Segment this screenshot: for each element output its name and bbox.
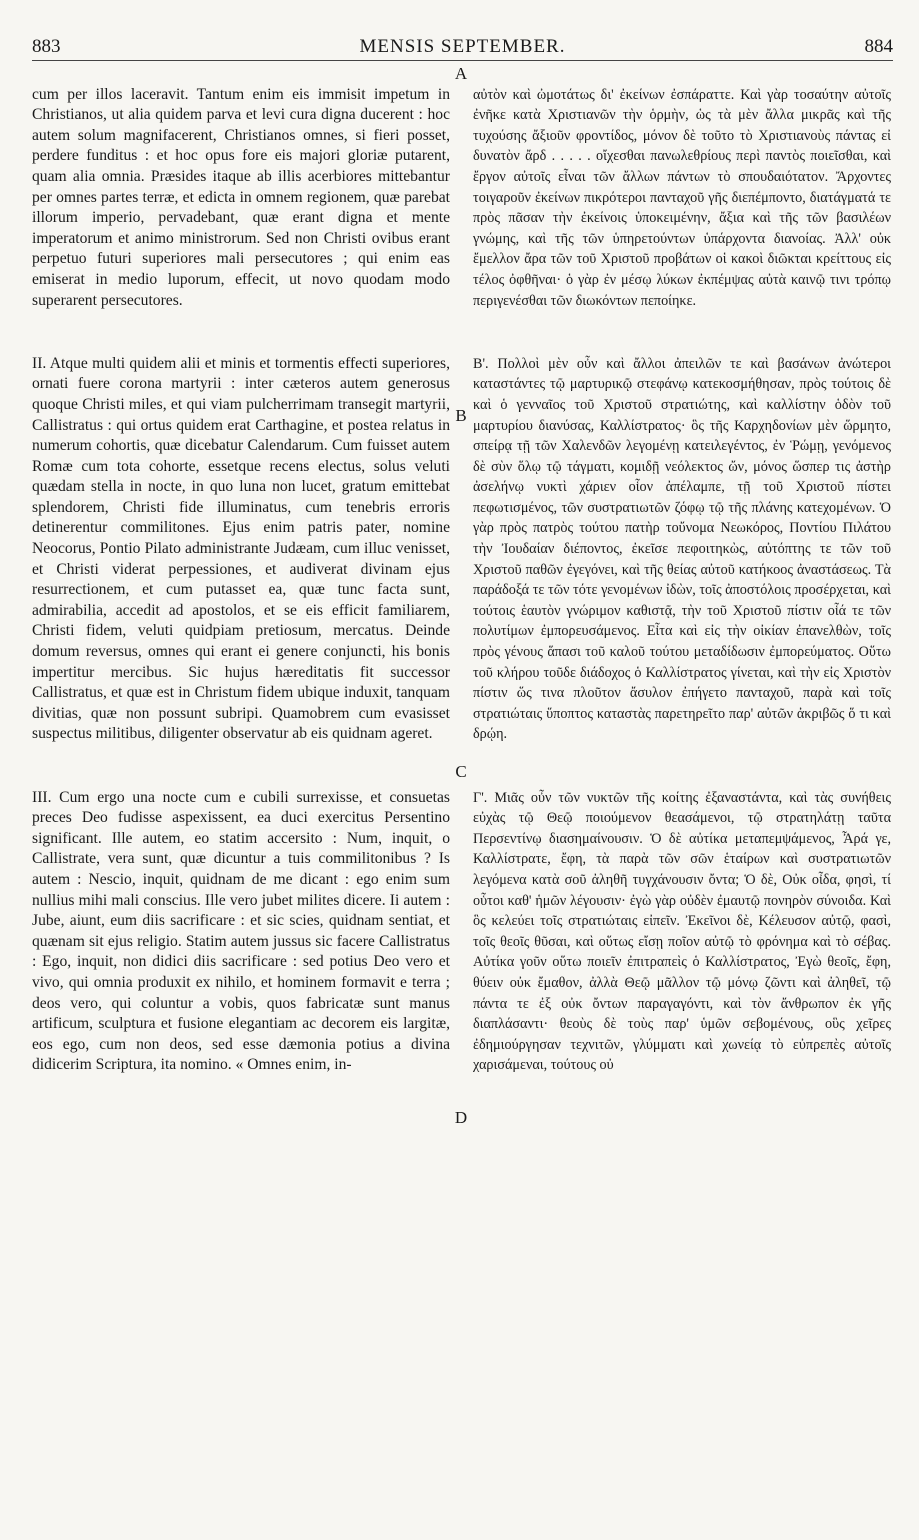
greek-column [473,64,891,1097]
latin-paragraph-1: cum per illos laceravit. Tantum enim eis immisit impetum in Christianos, ut alia quidem parva et levi cura digna ducerent : hoc autem solum magnifacerent, Christianos omnes, si fieri posset, perdere funditus : et hoc opus fore eis majori gloriæ putarent, quam alia omnia. Præsides itaque ab illis acerbiores mittebantur per omnes partes terræ, et edicta in omnem regionem, quæ parebat illorum imperio, pervadebant, quæ erant digna et mente imperatorum et animo ministrorum. Sed non Christi ovibus erant perpetuo futuri superiores mali persecutores ; qui enim eas emiserat in medio luporum, effecit, ut novo quodam modo superarent persecutores. [32,85,450,309]
page-header [32,34,893,60]
latin-paragraph-2: II. Atque multi quidem alii et minis et tormentis effecti superiores, ornati fuere corona martyrii : inter cæteros autem generosus quoque Christi miles, et qui viam pulcherrimam transegit martyrii, Callistratus : qui ortus quidem erat Carthagine, et postea relatus in numerum cohortis, quæ dicebatur Calendarum. Cum fuisset autem Romæ cum tota cohorte, essetque recens electus, solus veluti quædam stella in nocte, in quo luna non lucet, gratum emittebat splendorem, Christi fide illuminatus, cum tenebris erroris detinerentur commilitones. Ejus enim patris pater, nomine Neocorus, Pontio Pilato administrante Judæam, cum illuc venisset, et Christi viderat perpessiones, et audiverat divinam ejus resurrectionem, et cum putasset ea, quæ tunc facta sunt, admirabilia, accedit ad apostolos, et se eis efficit familiarem, Christi fidem, veluti quidpiam pretiosum, mercatus. Deinde domum reversus, omnes qui erant ei genere conjuncti, his bonis impertitur mercibus. Sic hujus hæreditatis fit successor Callistratus, et quæ est in Christum fidem ubique induxit, tanquam divitias, quæ non possunt subripi. Quamobrem cum evasisset suspectus militibus, diligenter observatur ab eis quidnam ageret. [32,354,450,743]
section-marker-c: C [455,762,467,781]
greek-paragraph-1: αὐτὸν καὶ ὠμοτάτως δι' ἐκείνων ἐσπάραττε. Καὶ γὰρ τοσαύτην αὐτοῖς ἐνῆκε κατὰ Χριστιανῶν τὴν ὁρμὴν, ὡς τὰ μὲν ἄλλα μικρᾶς καὶ τῆς τυχούσης ἄξιοῦν φροντίδος, μόνον δὲ τοῦτο τὸ Χριστιανοὺς πάντας εἰ δυνατὸν ἄρδ . . . . . οἴχεσθαι πανωλεθρίους περὶ παντὸς ποιεῖσθαι, καὶ ἔργον αὐτοῖς εἶναι τῶν ἄλλων πάντων τὸ σπουδαιότατον. Ἄρχοντες τοιγαροῦν ἐκείνων πικρότεροι πανταχοῦ γῆς διεπέμποντο, διατάγματά τε πρὸς πᾶσαν τὴν ἐκείνοις ὑποκειμένην, ἄξια καὶ τῆς τῶν βασιλέων γνώμης, καὶ τῆς τῶν ὑπηρετούντων ὑπάρχοντα διανοίας. Ἀλλ' οὐκ ἔμελλον ἄρα τῶν τοῦ Χριστοῦ προβάτων οἱ κακοὶ διῶκται κρείττους εἰς τέλος ὀφθῆναι· ὁ γὰρ ἐν μέσῳ λύκων ἐκπέμψας αὐτὰ καινῷ τινι τρόπῳ περιγενέσθαι τῶν διωκόντων πεποίηκε. [473,86,891,309]
latin-column [32,64,450,1097]
section-marker-b: B [455,406,467,425]
section-marker-d: D [454,1108,468,1127]
right-page-number: 884 [864,36,893,57]
section-marker-a: A [454,64,468,83]
latin-paragraph-3: III. Cum ergo una nocte cum e cubili surrexisse, et consuetas preces Deo fudisse aspexissent, ea duci exercitus Persentino significant. Ille autem, eo statim accersito : Num, inquit, o Callistrate, vera sunt, quæ dicuntur a tuis commilitonibus ? Is autem : Nescio, inquit, quidnam de me dicant : ego enim sum nullius mihi mali conscius. Ille vero jubet milites dicere. Ii autem : Jube, aiunt, eum diis sacrificare : et sic scies, quidnam sentiat, et quænam sit ejus religio. Statim autem jussus sic facere Callistratus : Ego, inquit, non didici diis sacrificare : sed potius Deo vero et vivo, qui omnia produxit ex nihilo, et hominem formavit e terra ; deos vero, qui coluntur a vobis, quos fabricatæ sunt manus artificum, sculptura et fusione elegantiam ac decorem eis largitæ, eos ego, cum non deos, sed esse dæmonia potius a divina didicerim Scriptura, ita nomino. « Omnes enim, in- [32,788,450,1074]
left-page-number: 883 [32,36,61,57]
greek-paragraph-2: Β'. Πολλοὶ μὲν οὖν καὶ ἄλλοι ἀπειλῶν τε καὶ βασάνων ἀνώτεροι καταστάντες τῷ μαρτυρικῷ στεφάνῳ κατεκοσμήθησαν, πρὸς τούτοις δὲ καὶ ὁ γενναῖος τοῦ Χριστοῦ στρατιώτης, καὶ καλλίστην ὁδὸν τοῦ μαρτυρίου διανύσας, Καλλίστρατος· ὃς τῆς Καρχηδονίων μὲν ὥρμητο, σπείρᾳ τῇ τῶν Χαλενδῶν λεγομένῃ κατειλεγέντος, ἐν Ῥώμῃ, γενόμενος δὲ σὺν ὅλῳ τῷ τάγματι, κομιδῇ νεόλεκτος ὤν, μόνος ὥσπερ τις ἀστὴρ ἀσελήνῳ νυκτὶ χάριεν οἷον ἀπέλαμπε, τῇ τοῦ Χριστοῦ πίστει πεφωτισμένος, τῶν συστρατιωτῶν ζόφῳ τῷ τῆς πλάνης κατεχομένων. Ὁ γὰρ πρὸς πατρὸς τούτου πατὴρ τοὔνομα Νεωκόρος, Ποντίου Πιλάτου τὴν Ἰουδαίαν διέποντος, ἐκεῖσε πεφοιτηκὼς, αὐτόπτης τε τῶν τοῦ Χριστοῦ παθῶν ἐγεγόνει, καὶ τῆς θείας αὐτοῦ κατήκοος ἀναστάσεως. Τὰ παράδοξά τε τῶν τότε γενομένων ἰδὼν, τοῖς ἀποστόλοις προσέρχεται, καὶ τούτοις ἑαυτὸν γνώριμον καθιστᾷ, τὴν τοῦ Χριστοῦ πίστιν οἷά τε τῶν πολυτίμων ἐμπορευσάμενος. Εἶτα καὶ εἰς τὴν οἰκίαν ἐπανελθὼν, τοῖς πρὸς γένους ἅπασι τοῦ καλοῦ τούτου μεταδίδωσιν ἐμπορεύματος. Οὕτω τοῦ κλήρου τοῦδε διάδοχος ὁ Καλλίστρατος γίνεται, καὶ τὴν εἰς Χριστὸν πίστιν ὥς τινα πλοῦτον ἄσυλον ἐπήγετο πανταχοῦ, παρὰ καὶ τοῖς στρατιώταις ὕποπτος καταστὰς παρετηρεῖτο παρ' αὐτῶν ἀκριβῶς ὅ τι καὶ δρῴη. [473,355,891,743]
running-title: MENSIS SEPTEMBER. [359,36,566,57]
greek-paragraph-3: Γ'. Μιᾶς οὖν τῶν νυκτῶν τῆς κοίτης ἐξαναστάντα, καὶ τὰς συνήθεις εὐχὰς τῷ Θεῷ ποιούμενον θεασάμενοι, τῷ στρατηλάτῃ ταῦτα Περσεντίνῳ διασημαίνουσιν. Ὁ δὲ αὐτίκα μεταπεμψάμενος, Ἆρά γε, Καλλίστρατε, ἔφη, τὰ παρὰ τῶν σῶν ἑταίρων καὶ συστρατιωτῶν λεγόμενα κατὰ σοῦ ἀληθῆ τυγχάνουσιν ὄντα; Ὁ δὲ, Οὐκ οἶδα, φησὶ, τί οὗτοι καθ' ἡμῶν λέγουσιν· ἐγὼ γὰρ οὐδὲν ἐμαυτῷ πονηρὸν σύνοιδα. Καὶ ὃς κελεύει τοῖς στρατιώταις εἰπεῖν. Ἐκεῖνοι δὲ, Κέλευσον αὐτῷ, φασὶ, τοῖς θεοῖς θῦσαι, καὶ οὕτως εἴσῃ ποῖον αὐτῷ τὸ φρόνημα καὶ τὸ σέβας. Αὐτίκα γοῦν οὕτω ποιεῖν ἐπιτραπεὶς ὁ Καλλίστρατος, Ἐγὼ θεοῖς, ἔφη, θύειν οὐκ ἔμαθον, ἀλλὰ Θεῷ μᾶλλον τῷ μόνῳ ζῶντι καὶ ἀληθεῖ, τῷ πάντα τε ἐξ οὐκ ὄντων παραγαγόντι, καὶ τὸν ἄνθρωπον ἐκ γῆς διαπλάσαντι· θεοὺς δὲ τοὺς παρ' ὑμῶν σεβομένους, οὓς χεῖρες ἐδημιούργησαν τεχνιτῶν, γλύμματι καὶ χωνείᾳ τὸ εὐπρεπὲς αὐτοῖς χαρισάμεναι, τούτους οὐ [473,789,891,1074]
header-rule [32,60,893,61]
